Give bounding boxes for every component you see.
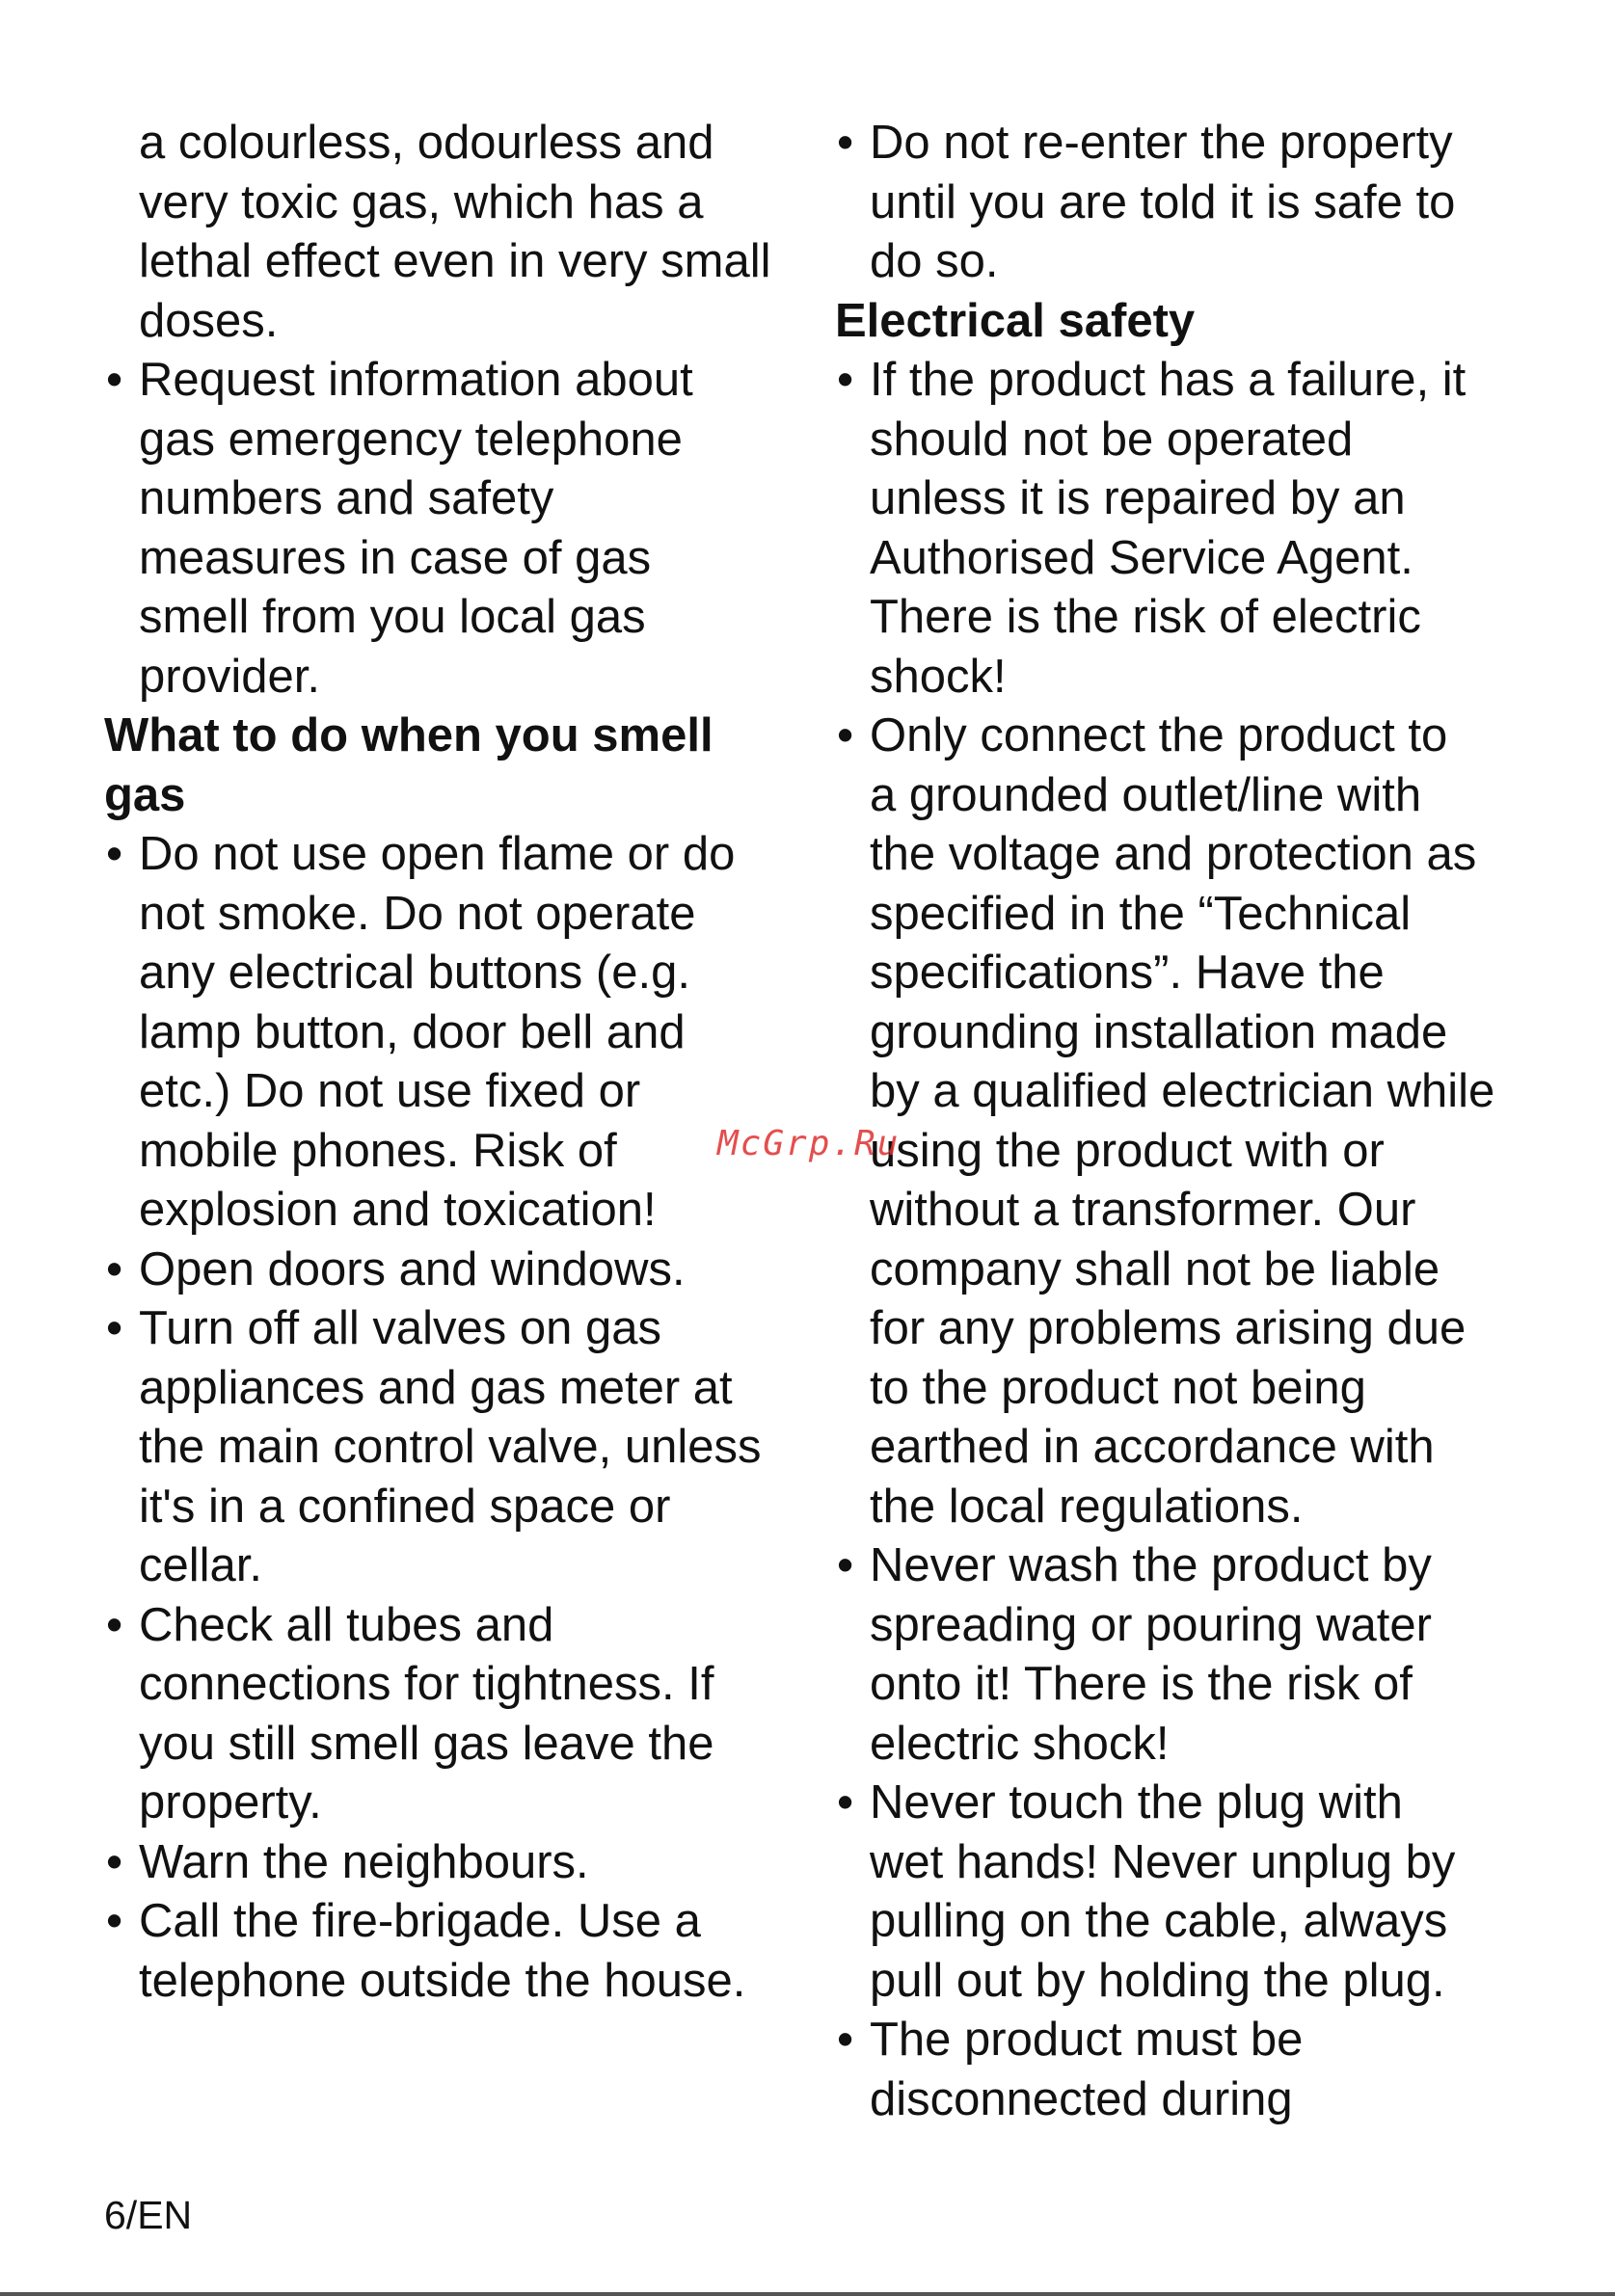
text-line: measures in case of gas (139, 531, 652, 584)
bullet-item (104, 1596, 798, 1833)
section-heading (835, 292, 1529, 352)
text-line: until you are told it is safe to (870, 175, 1456, 228)
text-line: If the product has a failure, it (870, 354, 1467, 406)
text-line: Never wash the product by (870, 1539, 1432, 1591)
bullet-item (104, 351, 798, 707)
text-line: lethal effect even in very small (139, 235, 771, 287)
text-line: you still smell gas leave the (139, 1717, 714, 1770)
bullet-icon: • (837, 709, 854, 761)
bullet-item (104, 1892, 798, 2011)
text-line: the local regulations. (870, 1480, 1304, 1533)
text-line: it's in a confined space or (139, 1480, 671, 1533)
text-line: Do not use open flame or do (139, 828, 736, 880)
text-line: connections for tightness. If (139, 1658, 714, 1710)
text-line: any electrical buttons (e.g. (139, 947, 690, 999)
text-line: etc.) Do not use fixed or (139, 1065, 641, 1117)
text-line: spreading or pouring water (870, 1598, 1432, 1651)
text-line: do so. (870, 235, 999, 287)
text-line: Electrical safety (835, 294, 1196, 347)
bullet-item (835, 351, 1529, 707)
right-column (835, 114, 1529, 2129)
text-line: specifications”. Have the (870, 947, 1385, 999)
text-line: not smoke. Do not operate (139, 887, 696, 940)
text-line: Authorised Service Agent. (870, 531, 1413, 584)
text-line: gas (104, 768, 186, 821)
text-line: using the product with or (870, 1124, 1385, 1177)
text-line: cellar. (139, 1539, 263, 1591)
bullet-icon: • (106, 1895, 123, 1947)
text-line: for any problems arising due (870, 1302, 1467, 1354)
text-line: to the product not being (870, 1361, 1366, 1414)
text-line: appliances and gas meter at (139, 1361, 733, 1414)
text-line: doses. (139, 294, 279, 347)
bullet-item (835, 1536, 1529, 1774)
bullet-icon: • (837, 1776, 854, 1829)
bullet-item (104, 825, 798, 1241)
text-line: Open doors and windows. (139, 1242, 686, 1295)
text-line: property. (139, 1776, 322, 1829)
text-line: Request information about (139, 354, 693, 406)
bullet-item (104, 1299, 798, 1596)
text-line: grounding installation made (870, 1005, 1448, 1058)
text-line: shock! (870, 650, 1007, 703)
paragraph-continuation (104, 114, 798, 351)
bullet-icon: • (106, 1302, 123, 1354)
text-line: Only connect the product to (870, 709, 1448, 761)
text-line: should not be operated (870, 413, 1354, 466)
text-line: telephone outside the house. (139, 1954, 746, 2007)
text-line: Warn the neighbours. (139, 1835, 589, 1888)
text-line: What to do when you smell (104, 709, 713, 761)
text-line: The product must be (870, 2014, 1304, 2066)
text-line: very toxic gas, which has a (139, 175, 704, 228)
page-number: 6/EN (104, 2193, 193, 2237)
bullet-item (104, 1833, 798, 1893)
text-line: provider. (139, 650, 320, 703)
text-line: There is the risk of electric (870, 591, 1421, 643)
bullet-icon: • (106, 1835, 123, 1888)
text-line: Do not re-enter the property (870, 117, 1453, 169)
text-line: earthed in accordance with (870, 1421, 1435, 1473)
text-line: electric shock! (870, 1717, 1170, 1770)
text-line: smell from you local gas (139, 591, 646, 643)
bullet-icon: • (106, 828, 123, 880)
text-line: the main control valve, unless (139, 1421, 762, 1473)
text-line: Check all tubes and (139, 1598, 554, 1651)
text-line: a colourless, odourless and (139, 117, 714, 169)
bullet-item (835, 707, 1529, 1536)
bullet-icon: • (106, 354, 123, 406)
text-line: Call the fire-brigade. Use a (139, 1895, 701, 1947)
text-line: pull out by holding the plug. (870, 1954, 1445, 2007)
text-line: numbers and safety (139, 472, 554, 524)
text-line: unless it is repaired by an (870, 472, 1406, 524)
bullet-icon: • (837, 117, 854, 169)
text-line: disconnected during (870, 2072, 1293, 2125)
text-line: Never touch the plug with (870, 1776, 1403, 1829)
text-line: the voltage and protection as (870, 828, 1477, 880)
text-line: lamp button, door bell and (139, 1005, 686, 1058)
bullet-icon: • (837, 2014, 854, 2066)
bullet-icon: • (106, 1242, 123, 1295)
text-line: a grounded outlet/line with (870, 768, 1422, 821)
bullet-item (835, 1774, 1529, 2011)
text-line: company shall not be liable (870, 1242, 1440, 1295)
text-line: pulling on the cable, always (870, 1895, 1448, 1947)
text-line: by a qualified electrician while (870, 1065, 1495, 1117)
bullet-icon: • (106, 1598, 123, 1651)
text-line: Turn off all valves on gas (139, 1302, 662, 1354)
bullet-item (835, 114, 1529, 292)
bottom-rule (0, 2292, 1615, 2296)
bullet-icon: • (837, 1539, 854, 1591)
left-column (104, 114, 798, 2011)
text-line: wet hands! Never unplug by (870, 1835, 1456, 1888)
text-line: without a transformer. Our (870, 1184, 1416, 1236)
text-line: specified in the “Technical (870, 887, 1412, 940)
section-heading (104, 707, 798, 825)
watermark: McGrp.Ru (717, 1124, 901, 1163)
text-line: gas emergency telephone (139, 413, 683, 466)
bullet-item (104, 1241, 798, 1300)
text-line: explosion and toxication! (139, 1184, 657, 1236)
bullet-item (835, 2011, 1529, 2129)
bullet-icon: • (837, 354, 854, 406)
text-line: onto it! There is the risk of (870, 1658, 1413, 1710)
text-line: mobile phones. Risk of (139, 1124, 617, 1177)
